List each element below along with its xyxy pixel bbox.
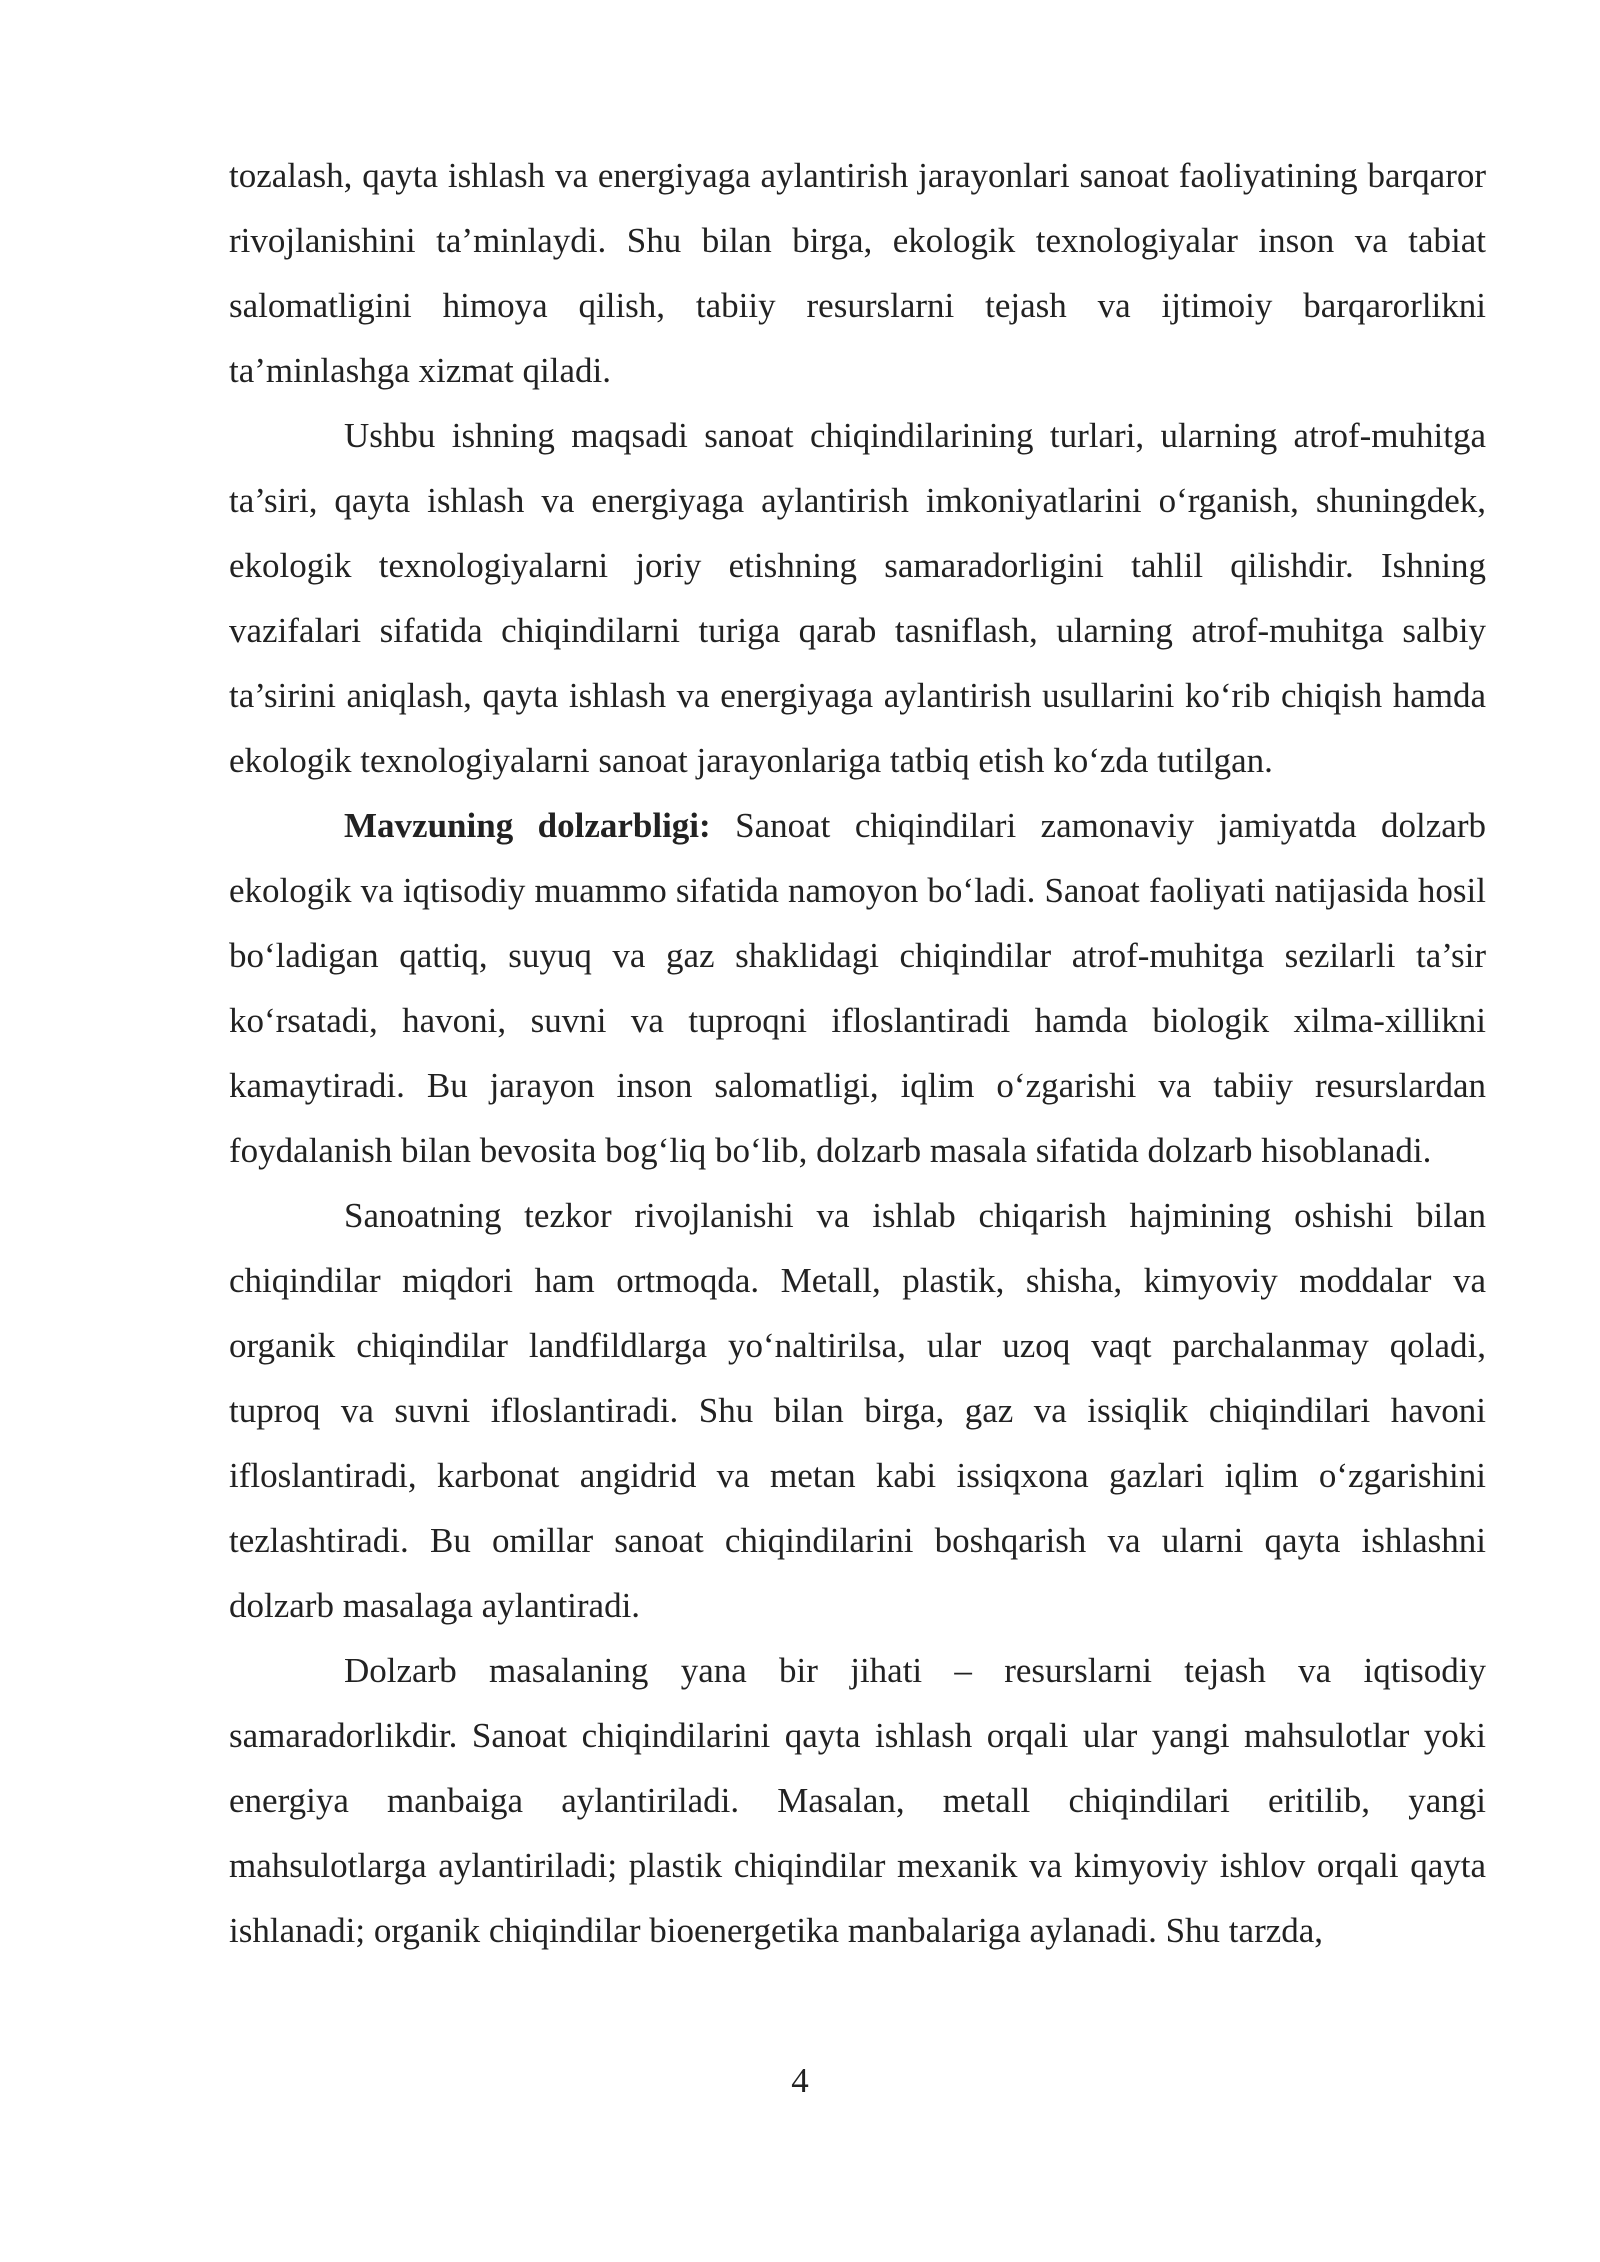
page-number: 4 — [791, 2061, 809, 2100]
paragraph-continuation — [229, 143, 1486, 403]
paragraph-heading-lead: Mavzuning dolzarbligi: — [344, 806, 711, 845]
body-text — [229, 143, 1486, 1963]
paragraph-text: Dolzarb masalaning yana bir jihati – resurslarni tejash va iqtisodiy samaradorlikdir. Sanoat chiqindilarini qayta ishlash orqali ular yangi mahsulotlar yoki energiya manbaiga aylantiriladi. Masalan, metall chiqindilari eritilib, yangi mahsulotlarga aylantiriladi; plastik chiqindilar mexanik va kimyoviy ishlov orqali qayta ishlanadi; organik chiqindilar bioenergetika manbalariga aylanadi. Shu tarzda, — [229, 1651, 1486, 1950]
paragraph-text: tozalash, qayta ishlash va energiyaga aylantirish jarayonlari sanoat faoliyatining barqaror rivojlanishini ta’minlaydi. Shu bilan birga, ekologik texnologiyalar inson va tabiat salomatligini himoya qilish, tabiiy resurslarni tejash va ijtimoiy barqarorlikni ta’minlashga xizmat qiladi. — [229, 156, 1486, 390]
paragraph-growth — [229, 1183, 1486, 1638]
paragraph-text: Sanoat chiqindilari zamonaviy jamiyatda dolzarb ekologik va iqtisodiy muammo sifatida namoyon bo‘ladi. Sanoat faoliyati natijasida hosil bo‘ladigan qattiq, suyuq va gaz shaklidagi chiqindilar atrof-muhitga sezilarli ta’sir ko‘rsatadi, havoni, suvni va tuproqni ifloslantiradi hamda biologik xilma-xillikni kamaytiradi. Bu jarayon inson salomatligi, iqlim o‘zgarishi va tabiiy resurslardan foydalanish bilan bevosita bog‘liq bo‘lib, dolzarb masala sifatida dolzarb hisoblanadi. — [229, 806, 1486, 1170]
paragraph-text: Ushbu ishning maqsadi sanoat chiqindilarining turlari, ularning atrof-muhitga ta’siri, qayta ishlash va energiyaga aylantirish imkoniyatlarini o‘rganish, shuningdek, ekologik texnologiyalarni joriy etishning samaradorligini tahlil qilishdir. Ishning vazifalari sifatida chiqindilarni turiga qarab tasniflash, ularning atrof-muhitga salbiy ta’sirini aniqlash, qayta ishlash va energiyaga aylantirish usullarini ko‘rib chiqish hamda ekologik texnologiyalarni sanoat jarayonlariga tatbiq etish ko‘zda tutilgan. — [229, 416, 1486, 780]
paragraph-text: Sanoatning tezkor rivojlanishi va ishlab chiqarish hajmining oshishi bilan chiqindilar miqdori ham ortmoqda. Metall, plastik, shisha, kimyoviy moddalar va organik chiqindilar landfildlarga yo‘naltirilsa, ular uzoq vaqt parchalanmay qoladi, tuproq va suvni ifloslantiradi. Shu bilan birga, gaz va issiqlik chiqindilari havoni ifloslantiradi, karbonat angidrid va metan kabi issiqxona gazlari iqlim o‘zgarishini tezlashtiradi. Bu omillar sanoat chiqindilarini boshqarish va ularni qayta ishlashni dolzarb masalaga aylantiradi. — [229, 1196, 1486, 1625]
paragraph-purpose — [229, 403, 1486, 793]
paragraph-resources — [229, 1638, 1486, 1963]
paragraph-relevance — [229, 793, 1486, 1183]
